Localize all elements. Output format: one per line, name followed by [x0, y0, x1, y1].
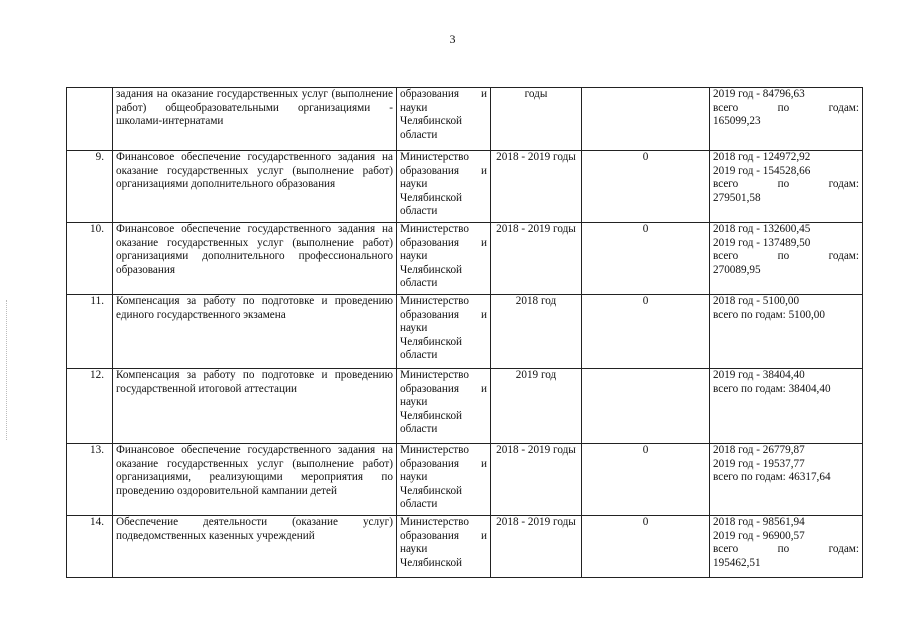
- financing-line: 2018 год - 26779,87: [713, 444, 805, 456]
- financing: [710, 369, 863, 444]
- financing: [710, 223, 863, 295]
- activity-name: Финансовое обеспечение государственного задания на оказание государственных услуг (выполнение работ) организациями дополнительного образования: [113, 151, 397, 223]
- financing-line: 2018 год - 98561,94: [713, 516, 805, 528]
- activity-name: Обеспечение деятельности (оказание услуг) подведомственных казенных учреждений: [113, 516, 397, 578]
- financing-line: 2019 год - 19537,77: [713, 457, 805, 470]
- financing-line: всего по годам: 5100,00: [713, 308, 825, 321]
- executor: Министерство образования и науки Челябинской области: [397, 151, 491, 223]
- financing: [710, 88, 863, 151]
- financing-line: 2018 год - 5100,00: [713, 295, 800, 307]
- financing-line: 2019 год - 84796,63: [713, 88, 805, 100]
- activity-name: Компенсация за работу по подготовке и проведению государственной итоговой аттестации: [113, 369, 397, 444]
- financing-line: 165099,23: [713, 115, 761, 128]
- period: 2018 год: [491, 295, 582, 369]
- financing-line: всего по годам: 38404,40: [713, 382, 831, 395]
- zero-value: 0: [582, 444, 710, 516]
- period: 2018 - 2019 годы: [491, 444, 582, 516]
- financing-line: всего по годам:: [713, 178, 859, 191]
- financing-line: 279501,58: [713, 191, 761, 204]
- financing: [710, 151, 863, 223]
- financing-line: 2019 год - 154528,66: [713, 164, 811, 177]
- row-number: 13.: [67, 444, 113, 516]
- page-number: 3: [449, 32, 456, 46]
- executor: Министерство образования и науки Челябинской: [397, 516, 491, 578]
- executor: Министерство образования и науки Челябинской области: [397, 223, 491, 295]
- period: 2018 - 2019 годы: [491, 223, 582, 295]
- period: 2019 год: [491, 369, 582, 444]
- financing-line: всего по годам:: [713, 101, 859, 114]
- financing: [710, 295, 863, 369]
- financing-line: 2018 год - 124972,92: [713, 151, 811, 163]
- financing-line: 195462,51: [713, 556, 761, 569]
- executor: Министерство образования и науки Челябинской области: [397, 295, 491, 369]
- financing-line: 2019 год - 96900,57: [713, 529, 805, 542]
- financing-line: всего по годам:: [713, 543, 859, 556]
- zero-value: 0: [582, 295, 710, 369]
- program-activities-table: [66, 87, 863, 578]
- table-row: [67, 444, 863, 516]
- table-row: [67, 88, 863, 151]
- financing: [710, 516, 863, 578]
- period: 2018 - 2019 годы: [491, 516, 582, 578]
- zero-value: 0: [582, 223, 710, 295]
- table-row: [67, 295, 863, 369]
- zero-value: 0: [582, 516, 710, 578]
- scan-artifact: [6, 300, 9, 440]
- row-number: [67, 88, 113, 151]
- table-row: [67, 369, 863, 444]
- table-row: [67, 223, 863, 295]
- financing-line: 270089,95: [713, 263, 761, 276]
- table-row: [67, 516, 863, 578]
- row-number: 10.: [67, 223, 113, 295]
- activity-name: Финансовое обеспечение государственного задания на оказание государственных услуг (выполнение работ) организациями, реализующими мероприятия по проведению оздоровительной кампании детей: [113, 444, 397, 516]
- executor: образования и науки Челябинской области: [397, 88, 491, 151]
- financing-line: всего по годам: 46317,64: [713, 471, 831, 484]
- financing-line: 2019 год - 137489,50: [713, 236, 811, 249]
- zero-value: [582, 88, 710, 151]
- activity-name: Компенсация за работу по подготовке и проведению единого государственного экзамена: [113, 295, 397, 369]
- executor: Министерство образования и науки Челябинской области: [397, 444, 491, 516]
- financing-line: 2018 год - 132600,45: [713, 223, 811, 235]
- period: годы: [491, 88, 582, 151]
- row-number: 14.: [67, 516, 113, 578]
- row-number: 9.: [67, 151, 113, 223]
- activity-name: Финансовое обеспечение государственного задания на оказание государственных услуг (выполнение работ) организациями дополнительного профессионального образования: [113, 223, 397, 295]
- zero-value: [582, 369, 710, 444]
- financing-line: всего по годам:: [713, 250, 859, 263]
- activity-name: задания на оказание государственных услуг (выполнение работ) общеобразовательными организациями - школами-интернатами: [113, 88, 397, 151]
- row-number: 11.: [67, 295, 113, 369]
- period: 2018 - 2019 годы: [491, 151, 582, 223]
- table-row: [67, 151, 863, 223]
- row-number: 12.: [67, 369, 113, 444]
- executor: Министерство образования и науки Челябинской области: [397, 369, 491, 444]
- financing: [710, 444, 863, 516]
- financing-line: 2019 год - 38404,40: [713, 369, 805, 381]
- zero-value: 0: [582, 151, 710, 223]
